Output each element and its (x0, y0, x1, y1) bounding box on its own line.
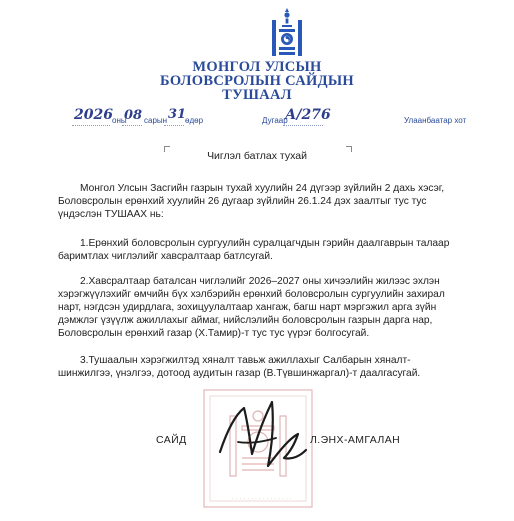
stamp-text: · · · · · · · · · · · · · · · · (232, 496, 292, 502)
date-year: 2026 (74, 107, 113, 123)
document-type: ТУШААЛ (222, 87, 292, 103)
clause-2 (58, 275, 462, 340)
clause-1 (58, 237, 462, 263)
paragraph-line: Боловсролын ерөнхий хуулийн 26 дугаар зүйлийн 26.1.24 дэх заалтыг тус тус (58, 196, 427, 207)
year-underline (72, 125, 110, 126)
decree-number: А/276 (285, 107, 331, 123)
paragraph-line: дэмжлэг үзүүлж ажиллахыг аймаг, нийслэлийн боловсролын газрын дарга нар, (58, 315, 433, 326)
number-underline (283, 125, 323, 126)
paragraph-line: хэрэгжүүлэхийг өмчийн бүх хэлбэрийн ерөнхий боловсролын сургуулийн захирал (58, 289, 445, 300)
date-year-suffix: оны (112, 116, 127, 125)
number-label: Дугаар (262, 116, 288, 125)
paragraph-line: Монгол Улсын Засгийн газрын тухай хуулийн 24 дүгээр зүйлийн 2 дахь хэсэг, (80, 183, 445, 194)
month-underline (122, 125, 142, 126)
paragraph-line: үндэслэн ТУШААХ нь: (58, 209, 164, 220)
handwritten-signature-icon (214, 394, 310, 480)
decree-title: Чиглэл батлах тухай (207, 150, 307, 162)
paragraph-line: нарт, нэгдсэн удирдлага, зохицуулалтаар хангаж, багш нарт мэргэжил арга зүйн (58, 302, 437, 313)
date-number-line (0, 107, 514, 129)
paragraph-line: 3.Тушаалын хэрэгжилтэд хяналт тавьж ажиллахыг Салбарын хяналт- (80, 355, 411, 366)
clause-3 (58, 354, 462, 380)
preamble-paragraph (58, 182, 462, 221)
signatory-title: САЙД (156, 434, 187, 446)
paragraph-line: 1.Ерөнхий боловсролын сургуулийн суралцагчдын гэрийн даалгаврын талаар (80, 238, 450, 249)
signatory-name: Л.ЭНХ-АМГАЛАН (310, 434, 401, 446)
day-underline (164, 125, 184, 126)
paragraph-line: 2.Хавсралтаар баталсан чиглэлийг 2026–2027 оны хичээлийн жилээс эхлэн (80, 276, 440, 287)
ministry-name-line2: БОЛОВСРОЛЫН САЙДЫН (160, 73, 354, 89)
ministry-name-line1: МОНГОЛ УЛСЫН (192, 59, 322, 75)
date-day-suffix: өдөр (185, 116, 204, 125)
paragraph-line: Боловсролын ерөнхий газар (Х.Тамир)-т тус тус үүрэг болгосугай. (58, 328, 370, 339)
date-day: 31 (168, 107, 187, 122)
date-month: 08 (124, 108, 143, 123)
date-month-suffix: сарын (144, 116, 168, 125)
state-emblem-icon (268, 6, 306, 58)
issue-city: Улаанбаатар хот (404, 116, 467, 125)
paragraph-line: шинжилгээ, үнэлгээ, дотоод аудитын газар (В.Түвшинжаргал)-т даалгасугай. (58, 368, 421, 379)
paragraph-line: баримтлах чиглэлийг хавсралтаар батлсугай. (58, 251, 273, 262)
